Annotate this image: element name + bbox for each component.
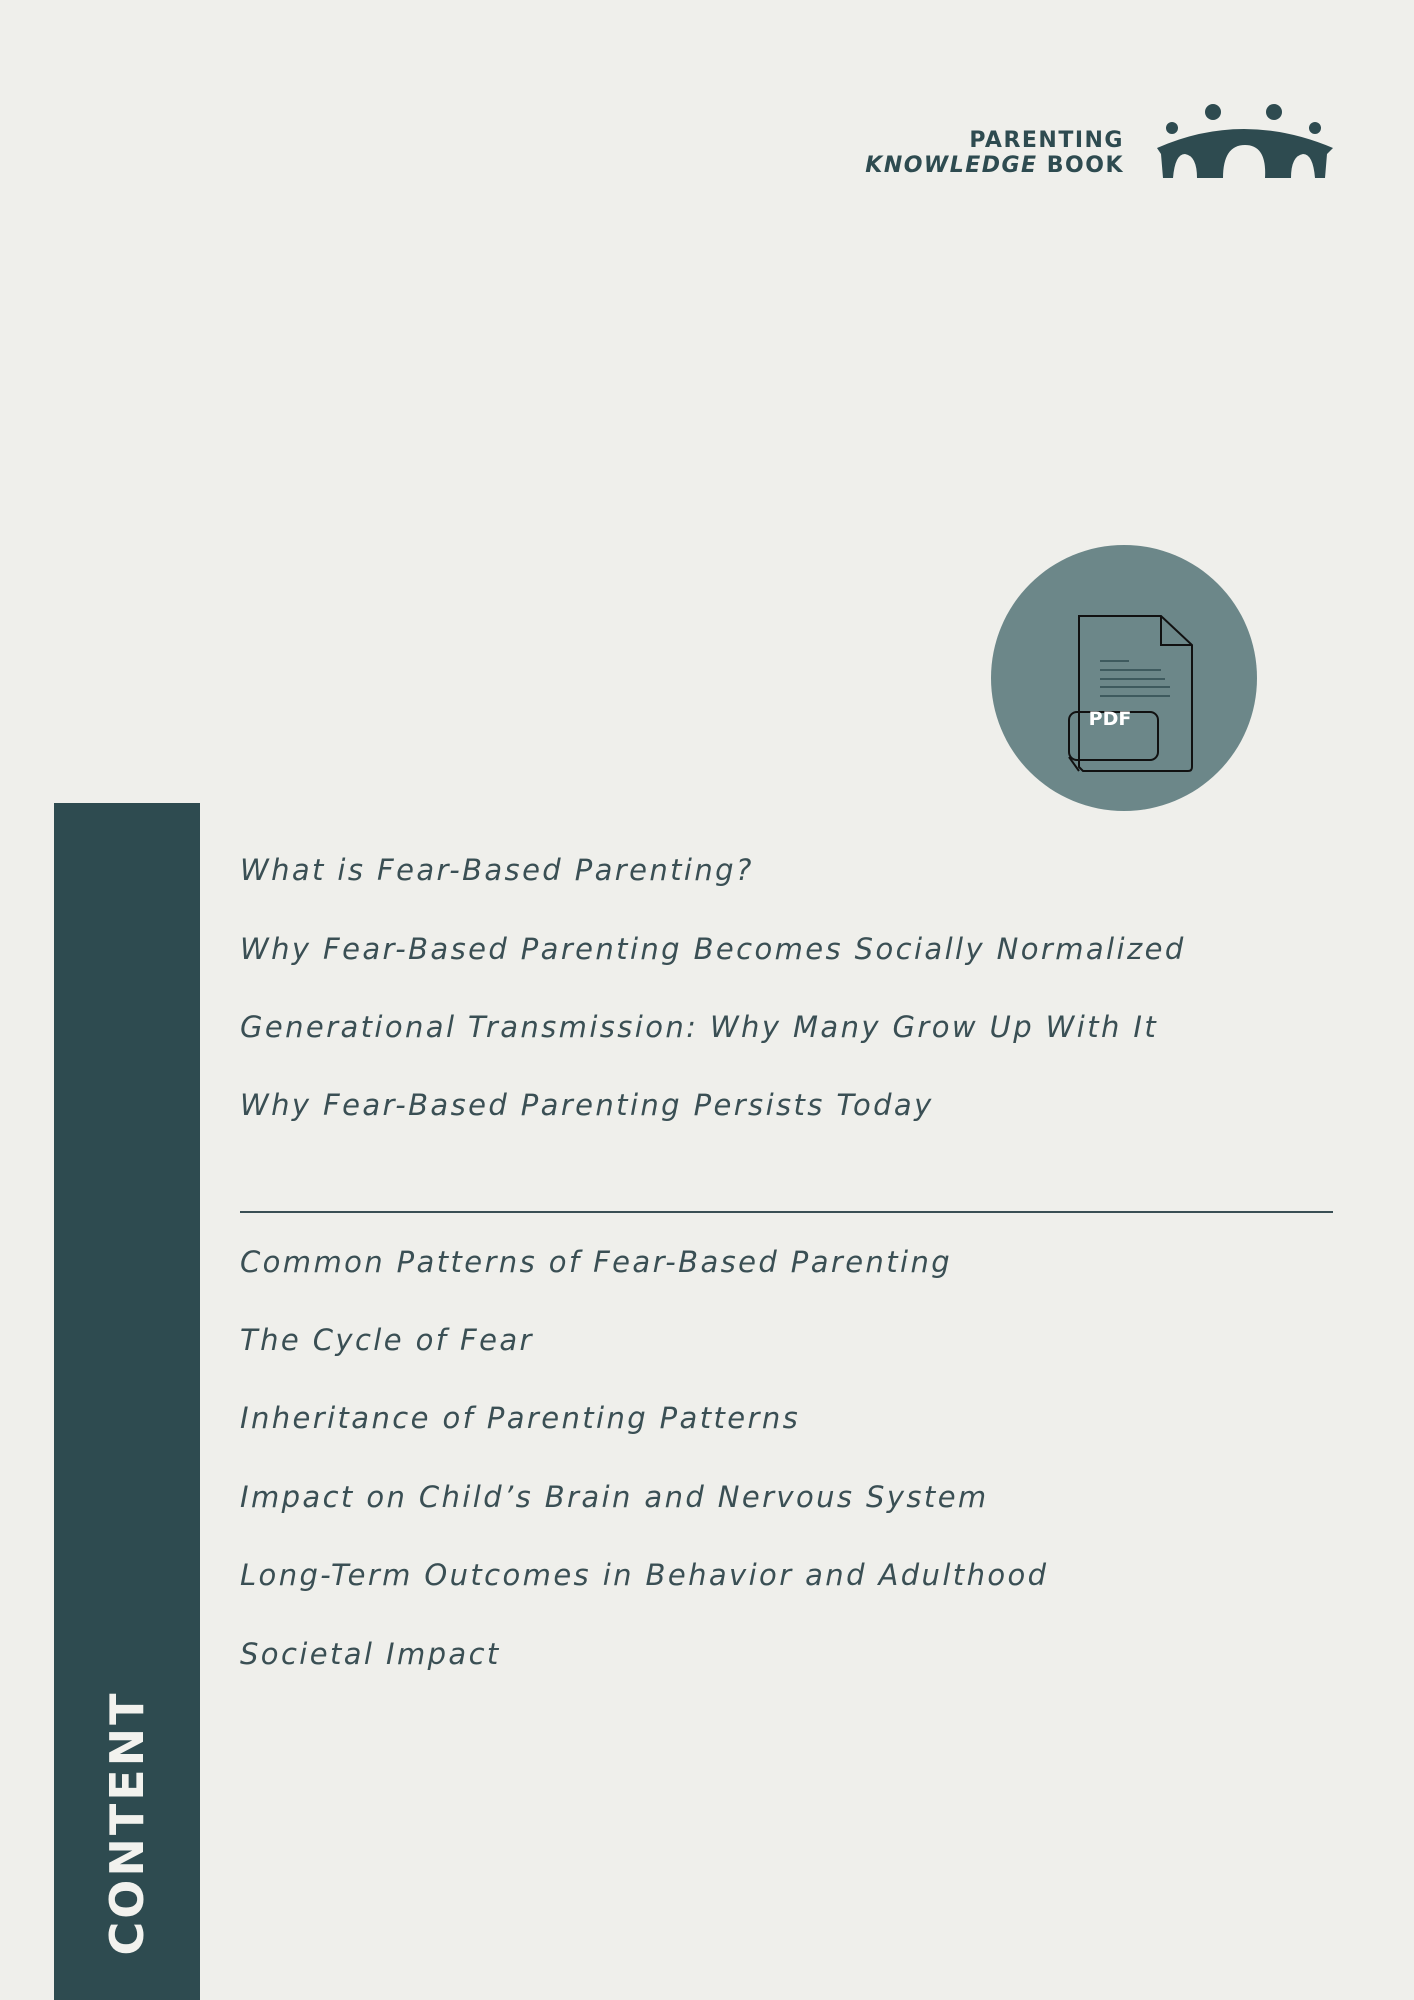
toc-item[interactable]: Impact on Child’s Brain and Nervous System (240, 1480, 989, 1514)
content-sidebar (54, 803, 200, 2000)
section-divider (240, 1211, 1333, 1213)
toc-item[interactable]: Generational Transmission: Why Many Grow Up With It (240, 1010, 1159, 1044)
brand-line-2 (865, 153, 1124, 178)
brand-book: BOOK (1046, 153, 1124, 178)
toc-item[interactable]: What is Fear-Based Parenting? (240, 853, 754, 887)
sidebar-title: CONTENT (100, 1690, 154, 1956)
brand-knowledge: KNOWLEDGE (865, 153, 1038, 178)
toc-item[interactable]: Societal Impact (240, 1637, 501, 1671)
pdf-label: PDF (1088, 708, 1132, 730)
toc-item[interactable]: Common Patterns of Fear-Based Parenting (240, 1245, 953, 1279)
brand-wordmark (865, 128, 1124, 178)
brand-line-1: PARENTING (969, 128, 1124, 153)
pdf-file-icon (991, 545, 1257, 811)
toc-item[interactable]: Inheritance of Parenting Patterns (240, 1401, 801, 1435)
toc-item[interactable]: Why Fear-Based Parenting Becomes Socially Normalized (240, 932, 1186, 966)
toc-item[interactable]: Long-Term Outcomes in Behavior and Adulthood (240, 1558, 1049, 1592)
toc-item[interactable]: The Cycle of Fear (240, 1323, 534, 1357)
bridge-logo-icon (1155, 100, 1335, 180)
pdf-badge (991, 545, 1257, 811)
toc-item[interactable]: Why Fear-Based Parenting Persists Today (240, 1088, 934, 1122)
